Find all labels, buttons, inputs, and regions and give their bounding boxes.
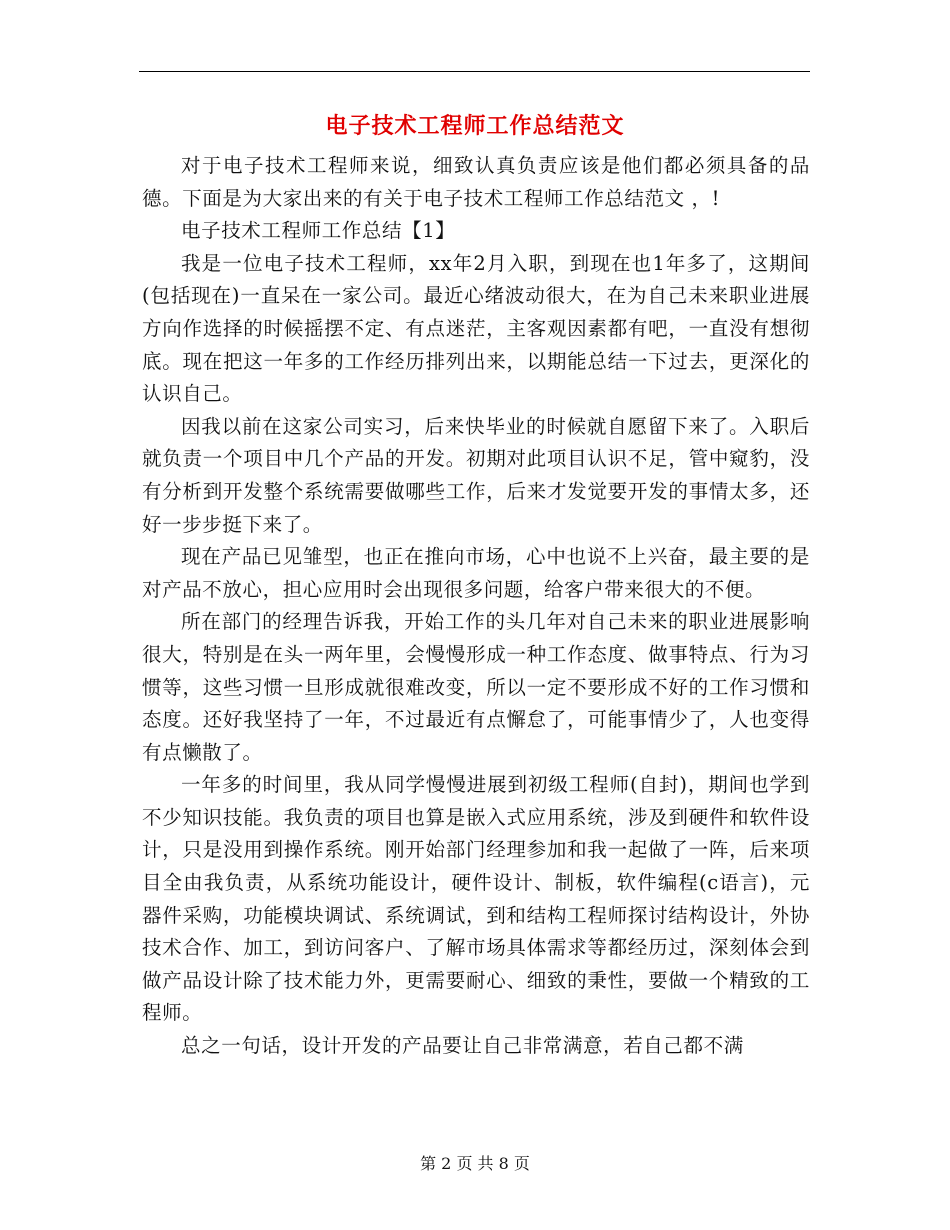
- page-footer: [0, 1152, 950, 1176]
- document-body: [142, 150, 810, 1063]
- paragraph: 所在部门的经理告诉我，开始工作的头几年对自己未来的职业进展影响很大，特别是在头一两年里，会慢慢形成一种工作态度、做事特点、行为习惯等，这些习惯一旦形成就很难改变，所以一定不要形成不好的工作习惯和态度。还好我坚持了一年，不过最近有点懈怠了，可能事情少了，人也变得有点懒散了。: [142, 610, 810, 764]
- page-number: 第 2 页 共 8 页: [420, 1154, 530, 1173]
- section-heading: 电子技术工程师工作总结【1】: [181, 219, 456, 243]
- paragraph: 总之一句话，设计开发的产品要让自己非常满意，若自己都不满: [181, 1034, 744, 1058]
- paragraph: 我是一位电子技术工程师，xx年2月入职，到现在也1年多了，这期间(包括现在)一直呆在一家公司。最近心绪波动很大，在为自己未来职业进展方向作选择的时候摇摆不定、有点迷茫，主客观因素都有吧，一直没有想彻底。现在把这一年多的工作经历排列出来，以期能总结一下过去，更深化的认识自己。: [142, 251, 810, 406]
- paragraph: 一年多的时间里，我从同学慢慢进展到初级工程师(自封)，期间也学到不少知识技能。我负责的项目也算是嵌入式应用系统，涉及到硬件和软件设计，只是没用到操作系统。刚开始部门经理参加和我一起做了一阵，后来项目全由我负责，从系统功能设计，硬件设计、制板，软件编程(c语言)，元器件采购，功能模块调试、系统调试，到和结构工程师探讨结构设计，外协技术合作、加工，到访问客户、了解市场具体需求等都经历过，深刻体会到做产品设计除了技术能力外，更需要耐心、细致的秉性，要做一个精致的工程师。: [142, 773, 810, 1025]
- paragraph: 现在产品已见雏型，也正在推向市场，心中也说不上兴奋，最主要的是对产品不放心，担心应用时会出现很多问题，给客户带来很大的不便。: [142, 545, 810, 601]
- document-title: 电子技术工程师工作总结范文: [325, 113, 625, 139]
- paragraph: 因我以前在这家公司实习，后来快毕业的时候就自愿留下来了。入职后就负责一个项目中几个产品的开发。初期对此项目认识不足，管中窥豹，没有分析到开发整个系统需要做哪些工作，后来才发觉要开发的事情太多，还好一步步挺下来了。: [142, 414, 810, 536]
- header-rule: [139, 71, 810, 72]
- paragraph-intro: 对于电子技术工程师来说，细致认真负责应该是他们都必须具备的品德。下面是为大家出来的有关于电子技术工程师工作总结范文 ，!: [142, 154, 810, 210]
